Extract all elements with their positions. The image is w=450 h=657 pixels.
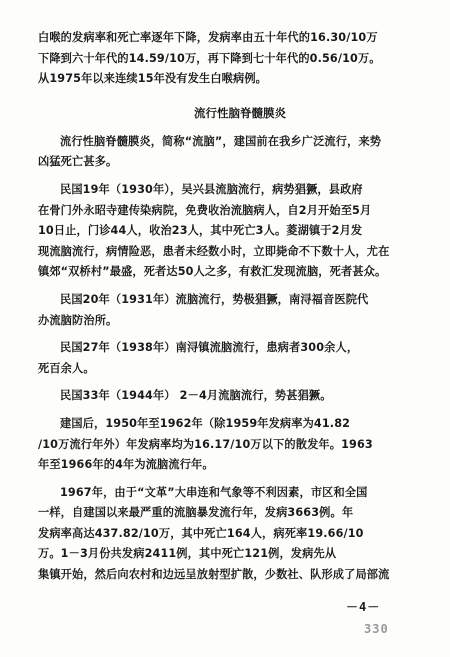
text-line: /10万流行年外）年发病率均为16.17/10万以下的散发年。1963 (38, 437, 373, 451)
text-line: 白喉的发病率和死亡率逐年下降，发病率由五十年代的16.30/10万 (38, 31, 378, 44)
paragraph-gap (38, 476, 432, 483)
document-body (38, 28, 432, 586)
text-line: 民国19年（1930年），吴兴县流脑流行，病势猖獗，县政府 (60, 182, 363, 196)
paragraph-gap (38, 283, 432, 290)
paragraph-gap (38, 173, 432, 180)
text-line: 发病率高达437.82/10万，其中死亡164人，病死率19.66/10 (38, 526, 364, 540)
paragraph-1938 (38, 338, 432, 379)
text-line: 下降到六十年代的14.59/10万，再下降到七十年代的0.56/10万。 (38, 51, 381, 65)
paragraph-1930 (38, 180, 432, 283)
paragraph-1944 (38, 386, 432, 407)
paragraph-1967 (38, 483, 432, 586)
page-number: －4－ (346, 600, 381, 614)
section-title: 流行性脑脊髓膜炎 (194, 105, 286, 120)
paragraph-gap (38, 379, 432, 386)
text-line: 凶猛死亡甚多。 (38, 155, 118, 169)
text-line: 万。1－3月份共发病2411例，其中死亡121例，发病先从 (38, 547, 337, 561)
text-line: 从1975年以来连续15年没有发生白喉病例。 (38, 72, 268, 86)
text-line: 集镇开始，然后向农村和边远呈放射型扩散，少数社、队形成了局部流 (38, 568, 390, 582)
text-line: 死百余人。 (38, 361, 95, 375)
text-line: 建国后，1950年至1962年（除1959年发病率为41.82 (60, 416, 351, 430)
text-line: 一样，自建国以来最严重的流脑暴发流行年，发病3663例。年 (38, 506, 354, 520)
page-stamp: 330 (364, 622, 389, 636)
text-line: 民国20年（1931年）流脑流行，势极猖獗，南浔福音医院代 (60, 292, 369, 306)
paragraph-1931 (38, 290, 432, 331)
paragraph-definition (38, 132, 432, 173)
text-line: 镇郊“双桥村”最盛，死者达50人之多，有救汇发现流脑，死者甚众。 (38, 265, 387, 279)
paragraph-gap (38, 331, 432, 338)
text-line: 民国33年（1944年） 2－4月流脑流行，势甚猖獗。 (60, 389, 332, 403)
text-line: 年至1966年的4年为流脑流行年。 (38, 458, 214, 472)
paragraph-post-1949 (38, 414, 432, 476)
text-line: 现流脑流行，病情险恶，患者未经数小时，立即毙命不下数十人，尤在 (38, 244, 390, 258)
text-line: 10日止，门诊44人，收治23人，其中死亡3人。菱湖镇于2月发 (38, 224, 363, 238)
paragraph-gap (38, 407, 432, 414)
intro-paragraph (38, 28, 432, 90)
text-line: 民国27年（1938年）南浔镇流脑流行，患病者300余人， (60, 341, 359, 355)
text-line: 在骨门外永昭寺建传染病院，免费收治流脑病人，自2月开始至5月 (38, 203, 372, 217)
text-line: 办流脑防治所。 (38, 313, 118, 327)
text-line: 流行性脑脊髓膜炎，简称“流脑”，建国前在我乡广泛流行，来势 (60, 134, 382, 148)
text-line: 1967年，由于“文革”大串连和气象等不利因素，市区和全国 (60, 485, 368, 499)
